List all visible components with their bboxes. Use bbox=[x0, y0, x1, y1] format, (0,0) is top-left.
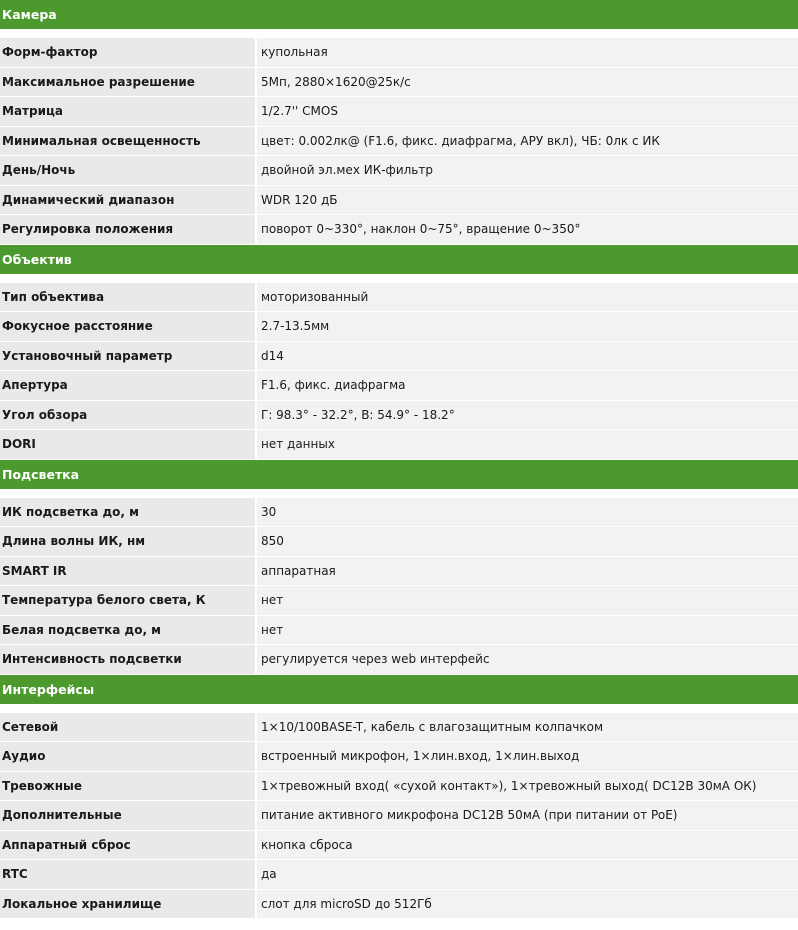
spec-label: Форм-фактор bbox=[0, 38, 257, 67]
section-header-lens: Объектив bbox=[0, 245, 798, 275]
section-header-illumination: Подсветка bbox=[0, 460, 798, 490]
spec-label: Минимальная освещенность bbox=[0, 127, 257, 156]
spec-value: регулируется через web интерфейс bbox=[257, 645, 798, 674]
spec-value: слот для microSD до 512Гб bbox=[257, 890, 798, 919]
spec-label: SMART IR bbox=[0, 557, 257, 586]
spec-row bbox=[0, 772, 798, 802]
spec-row bbox=[0, 645, 798, 675]
spec-value: нет bbox=[257, 616, 798, 645]
spec-value: d14 bbox=[257, 342, 798, 371]
section-header-interfaces: Интерфейсы bbox=[0, 675, 798, 705]
spec-value: 30 bbox=[257, 498, 798, 527]
spec-row bbox=[0, 215, 798, 245]
spec-label: Матрица bbox=[0, 97, 257, 126]
spec-label: День/Ночь bbox=[0, 156, 257, 185]
spec-row bbox=[0, 616, 798, 646]
section-header-camera: Камера bbox=[0, 0, 798, 30]
spec-value: цвет: 0.002лк@ (F1.6, фикс. диафрагма, АРУ вкл), ЧБ: 0лк с ИК bbox=[257, 127, 798, 156]
section-gap bbox=[0, 30, 798, 38]
spec-label: Максимальное разрешение bbox=[0, 68, 257, 97]
spec-value: 1×10/100BASE-T, кабель с влагозащитным колпачком bbox=[257, 713, 798, 742]
spec-row bbox=[0, 156, 798, 186]
spec-row bbox=[0, 557, 798, 587]
spec-value: Г: 98.3° - 32.2°, В: 54.9° - 18.2° bbox=[257, 401, 798, 430]
spec-row bbox=[0, 527, 798, 557]
section-gap bbox=[0, 705, 798, 713]
spec-value: 1/2.7'' CMOS bbox=[257, 97, 798, 126]
spec-row bbox=[0, 742, 798, 772]
spec-row bbox=[0, 38, 798, 68]
spec-value: поворот 0~330°, наклон 0~75°, вращение 0~350° bbox=[257, 215, 798, 244]
section-gap bbox=[0, 490, 798, 498]
spec-label: Локальное хранилище bbox=[0, 890, 257, 919]
section-gap bbox=[0, 275, 798, 283]
spec-label: Регулировка положения bbox=[0, 215, 257, 244]
spec-label: Сетевой bbox=[0, 713, 257, 742]
spec-label: Длина волны ИК, нм bbox=[0, 527, 257, 556]
spec-value: моторизованный bbox=[257, 283, 798, 312]
spec-value: купольная bbox=[257, 38, 798, 67]
spec-label: DORI bbox=[0, 430, 257, 459]
spec-label: Тип объектива bbox=[0, 283, 257, 312]
spec-row bbox=[0, 401, 798, 431]
spec-row bbox=[0, 186, 798, 216]
spec-label: Белая подсветка до, м bbox=[0, 616, 257, 645]
spec-value: нет bbox=[257, 586, 798, 615]
spec-row bbox=[0, 586, 798, 616]
spec-label: Аудио bbox=[0, 742, 257, 771]
spec-row bbox=[0, 127, 798, 157]
spec-row bbox=[0, 312, 798, 342]
spec-row bbox=[0, 68, 798, 98]
spec-label: Температура белого света, К bbox=[0, 586, 257, 615]
spec-label: Фокусное расстояние bbox=[0, 312, 257, 341]
spec-label: Тревожные bbox=[0, 772, 257, 801]
spec-row bbox=[0, 371, 798, 401]
spec-label: Апертура bbox=[0, 371, 257, 400]
spec-value: 5Мп, 2880×1620@25к/с bbox=[257, 68, 798, 97]
spec-row bbox=[0, 831, 798, 861]
spec-value: да bbox=[257, 860, 798, 889]
spec-value: аппаратная bbox=[257, 557, 798, 586]
spec-row bbox=[0, 713, 798, 743]
spec-label: Аппаратный сброс bbox=[0, 831, 257, 860]
spec-value: F1.6, фикс. диафрагма bbox=[257, 371, 798, 400]
spec-label: Дополнительные bbox=[0, 801, 257, 830]
spec-value: WDR 120 дБ bbox=[257, 186, 798, 215]
spec-value: нет данных bbox=[257, 430, 798, 459]
spec-row bbox=[0, 97, 798, 127]
spec-row bbox=[0, 860, 798, 890]
spec-value: питание активного микрофона DC12В 50мА (при питании от PoE) bbox=[257, 801, 798, 830]
spec-value: встроенный микрофон, 1×лин.вход, 1×лин.выход bbox=[257, 742, 798, 771]
spec-value: 850 bbox=[257, 527, 798, 556]
spec-label: Установочный параметр bbox=[0, 342, 257, 371]
spec-row bbox=[0, 430, 798, 460]
spec-label: Интенсивность подсветки bbox=[0, 645, 257, 674]
spec-label: RTC bbox=[0, 860, 257, 889]
spec-label: Динамический диапазон bbox=[0, 186, 257, 215]
spec-value: кнопка сброса bbox=[257, 831, 798, 860]
spec-label: ИК подсветка до, м bbox=[0, 498, 257, 527]
spec-row bbox=[0, 890, 798, 920]
spec-row bbox=[0, 342, 798, 372]
spec-row bbox=[0, 801, 798, 831]
spec-value: 1×тревожный вход( «сухой контакт»), 1×тревожный выход( DC12В 30мА ОК) bbox=[257, 772, 798, 801]
spec-row bbox=[0, 283, 798, 313]
spec-row bbox=[0, 498, 798, 528]
spec-value: 2.7-13.5мм bbox=[257, 312, 798, 341]
spec-label: Угол обзора bbox=[0, 401, 257, 430]
spec-value: двойной эл.мех ИК-фильтр bbox=[257, 156, 798, 185]
